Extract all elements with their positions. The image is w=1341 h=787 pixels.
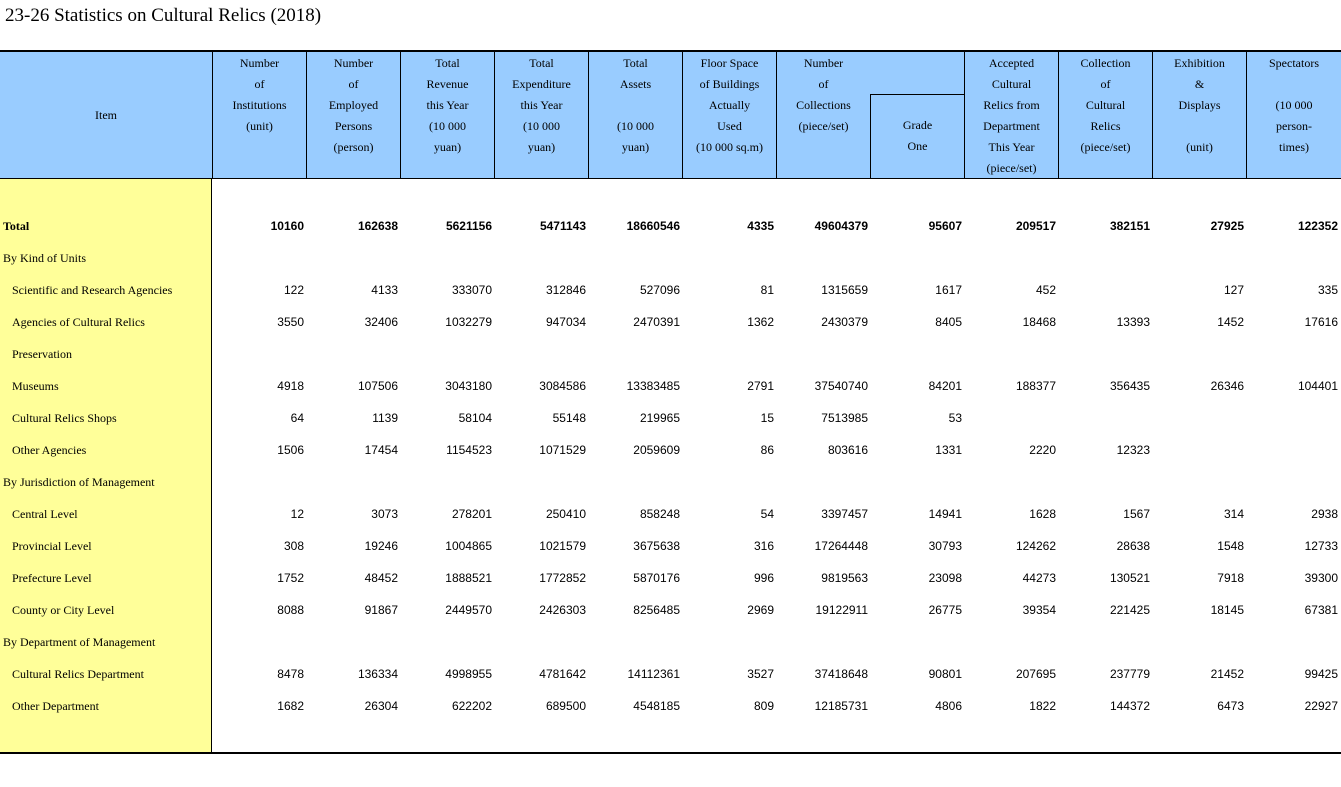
column-header-line: Cultural [991, 77, 1032, 91]
table-row [0, 274, 1341, 306]
table-cell: 58104 [458, 411, 492, 425]
table-cell: 382151 [1109, 219, 1150, 233]
column-header-line: Relics from [983, 98, 1040, 112]
table-cell: 7513985 [821, 411, 868, 425]
column-header-line: Revenue [426, 77, 469, 91]
table-cell: 4335 [747, 219, 774, 233]
column-header-line: Exhibition [1174, 56, 1225, 70]
table-cell: 44273 [1022, 571, 1056, 585]
row-label: Provincial Level [12, 539, 92, 553]
table-cell [1246, 434, 1338, 466]
table-cell [964, 402, 1056, 434]
column-header-line: Expenditure [512, 77, 571, 91]
table-cell [1246, 466, 1338, 498]
column-header-line [1153, 116, 1246, 137]
column-header-line: Total [623, 56, 648, 70]
table-cell: 21452 [1210, 667, 1244, 681]
column-header-9 [964, 52, 1058, 178]
table-cell: 18468 [1022, 315, 1056, 329]
table-cell: 12185731 [814, 699, 868, 713]
column-header-line [1247, 74, 1341, 95]
row-label: Other Department [12, 699, 99, 713]
table-cell [588, 242, 680, 274]
column-header-1 [212, 52, 306, 178]
table-cell [1058, 466, 1150, 498]
table-cell: 8405 [935, 315, 962, 329]
column-header-line: Employed [328, 98, 379, 112]
column-header-line: Number [333, 56, 374, 70]
table-cell [400, 242, 492, 274]
table-cell: 127 [1223, 283, 1244, 297]
table-cell: 219965 [639, 411, 680, 425]
table-cell: 32406 [364, 315, 398, 329]
table-cell: 39300 [1304, 571, 1338, 585]
column-header-line: (unit) [246, 119, 273, 133]
table-cell [776, 242, 868, 274]
table-cell [682, 466, 774, 498]
table-cell: 1822 [1029, 699, 1056, 713]
table-row [0, 498, 1341, 530]
table-cell: 3043180 [445, 379, 492, 393]
table-cell: 95607 [928, 219, 962, 233]
row-label: Museums [12, 379, 59, 393]
row-label: Central Level [12, 507, 78, 521]
row-label: Scientific and Research Agencies [12, 283, 173, 297]
column-header-line: Grade [902, 118, 933, 132]
column-header-line: Total [529, 56, 554, 70]
table-cell [1246, 242, 1338, 274]
table-cell: 689500 [545, 699, 586, 713]
table-cell [964, 626, 1056, 658]
table-cell: 39354 [1022, 603, 1056, 617]
table-cell: 37540740 [814, 379, 868, 393]
table-cell: 947034 [545, 315, 586, 329]
column-header-11 [1152, 52, 1246, 178]
table-cell [776, 338, 868, 370]
row-label: By Jurisdiction of Management [3, 475, 155, 489]
column-header-line: (10 000 sq.m) [696, 140, 763, 154]
table-row [0, 530, 1341, 562]
table-cell: 4781642 [539, 667, 586, 681]
table-cell: 452 [1035, 283, 1056, 297]
table-cell: 17264448 [814, 539, 868, 553]
table-cell: 27925 [1210, 219, 1244, 233]
table-cell: 3084586 [539, 379, 586, 393]
table-cell: 237779 [1109, 667, 1150, 681]
column-header-line: (piece/set) [986, 161, 1037, 175]
column-header-3 [400, 52, 494, 178]
table-cell: 13393 [1116, 315, 1150, 329]
table-cell: 4548185 [633, 699, 680, 713]
column-header-6 [682, 52, 776, 178]
table-cell [306, 626, 398, 658]
table-cell [1246, 402, 1338, 434]
column-header-line: Total [435, 56, 460, 70]
table-row [0, 402, 1341, 434]
column-header-line: this Year [426, 98, 469, 112]
column-header-line: Floor Space [700, 56, 759, 70]
grade-one-divider [870, 94, 964, 95]
row-label: Other Agencies [12, 443, 87, 457]
table-cell [682, 338, 774, 370]
column-header-grade-one [870, 95, 964, 178]
table-cell: 2969 [747, 603, 774, 617]
table-cell: 3397457 [821, 507, 868, 521]
table-cell: 13383485 [626, 379, 680, 393]
table-cell: 2470391 [633, 315, 680, 329]
column-header-line: of [1100, 77, 1111, 91]
table-cell [212, 466, 304, 498]
table-cell: 1506 [277, 443, 304, 457]
column-header-5 [588, 52, 682, 178]
table-cell [306, 338, 398, 370]
table-cell: 19246 [364, 539, 398, 553]
table-cell: 64 [290, 411, 304, 425]
table-cell: 22927 [1304, 699, 1338, 713]
table-cell: 803616 [827, 443, 868, 457]
column-header-line: yuan) [621, 140, 650, 154]
table-cell [682, 626, 774, 658]
table-cell [1152, 466, 1244, 498]
table-cell: 314 [1223, 507, 1244, 521]
table-cell: 335 [1317, 283, 1338, 297]
table-cell [682, 242, 774, 274]
table-cell: 124262 [1015, 539, 1056, 553]
column-header-12 [1246, 52, 1341, 178]
table-cell [1058, 338, 1150, 370]
table-cell: 55148 [552, 411, 586, 425]
table-cell: 250410 [545, 507, 586, 521]
table-cell: 3073 [371, 507, 398, 521]
table-cell [776, 626, 868, 658]
table-cell [212, 626, 304, 658]
table-cell: 54 [760, 507, 774, 521]
table-cell [588, 626, 680, 658]
table-cell: 122352 [1297, 219, 1338, 233]
table-cell: 17616 [1304, 315, 1338, 329]
table-cell: 81 [760, 283, 774, 297]
column-header-line: One [907, 139, 928, 153]
table-cell [212, 242, 304, 274]
column-header-line: Number [239, 56, 280, 70]
column-header-line: (person) [333, 140, 374, 154]
table-cell: 4133 [371, 283, 398, 297]
table-cell: 19122911 [815, 603, 868, 617]
table-cell: 1628 [1029, 507, 1056, 521]
table-cell [1058, 242, 1150, 274]
table-cell: 996 [753, 571, 774, 585]
column-header-line: of Buildings [699, 77, 760, 91]
table-cell: 809 [753, 699, 774, 713]
column-header-4 [494, 52, 588, 178]
column-header-7 [776, 52, 870, 178]
table-cell: 1617 [935, 283, 962, 297]
table-row [0, 242, 1341, 274]
table-cell: 107506 [357, 379, 398, 393]
column-header-line: of [254, 77, 265, 91]
column-header-line: this Year [520, 98, 563, 112]
table-cell [306, 466, 398, 498]
table-cell [306, 242, 398, 274]
table-cell [494, 338, 586, 370]
table-cell: 99425 [1304, 667, 1338, 681]
table-cell [400, 466, 492, 498]
table-cell: 2791 [747, 379, 774, 393]
table-cell [964, 466, 1056, 498]
table-cell: 2220 [1029, 443, 1056, 457]
column-header-line: (10 000 [429, 119, 466, 133]
table-cell: 2938 [1311, 507, 1338, 521]
table-cell: 4806 [935, 699, 962, 713]
row-label: Preservation [12, 347, 72, 361]
table-cell: 67381 [1304, 603, 1338, 617]
table-cell: 122 [283, 283, 304, 297]
table-cell: 10160 [270, 219, 304, 233]
table-cell [400, 626, 492, 658]
table-row [0, 658, 1341, 690]
table-cell: 308 [283, 539, 304, 553]
column-header-line: (piece/set) [798, 119, 849, 133]
table-cell: 312846 [545, 283, 586, 297]
table-cell [1152, 402, 1244, 434]
table-cell: 2059609 [633, 443, 680, 457]
table-cell: 333070 [451, 283, 492, 297]
table-cell [588, 466, 680, 498]
table-cell [1058, 626, 1150, 658]
table-row [0, 210, 1341, 242]
table-cell: 9819563 [821, 571, 868, 585]
row-label: By Kind of Units [3, 251, 87, 265]
table-cell: 858248 [639, 507, 680, 521]
table-cell: 26304 [364, 699, 398, 713]
column-header-line: of [818, 77, 829, 91]
table-cell [1058, 402, 1150, 434]
table-cell: 1032279 [445, 315, 492, 329]
table-row [0, 690, 1341, 722]
table-cell: 28638 [1116, 539, 1150, 553]
table-cell: 8088 [277, 603, 304, 617]
table-cell [964, 242, 1056, 274]
table-cell: 18660546 [626, 219, 680, 233]
table-cell [776, 466, 868, 498]
table-cell: 1004865 [445, 539, 492, 553]
column-header-line: Number [803, 56, 844, 70]
table-cell: 136334 [357, 667, 398, 681]
table-cell: 1331 [935, 443, 962, 457]
table-cell: 316 [753, 539, 774, 553]
table-cell: 2430379 [821, 315, 868, 329]
table-cell: 84201 [928, 379, 962, 393]
table-cell: 4918 [277, 379, 304, 393]
table-row [0, 370, 1341, 402]
table-cell [588, 338, 680, 370]
table-cell: 6473 [1217, 699, 1244, 713]
table-cell: 53 [948, 411, 962, 425]
table-cell: 278201 [451, 507, 492, 521]
table-cell [1152, 338, 1244, 370]
table-cell: 1315659 [821, 283, 868, 297]
table-cell: 162638 [357, 219, 398, 233]
bottom-rule [0, 752, 1341, 754]
column-header-line: Relics [1090, 119, 1121, 133]
table-cell: 3675638 [633, 539, 680, 553]
column-header-line: times) [1279, 140, 1309, 154]
column-header-line: yuan) [433, 140, 462, 154]
column-header-10 [1058, 52, 1152, 178]
table-cell: 1139 [372, 411, 398, 425]
column-header-line: (10 000 [617, 119, 654, 133]
table-cell: 37418648 [814, 667, 868, 681]
column-header-line: of [348, 77, 359, 91]
table-cell: 1888521 [445, 571, 492, 585]
table-cell: 17454 [364, 443, 398, 457]
table-cell: 2426303 [539, 603, 586, 617]
column-header-line: (10 000 [523, 119, 560, 133]
table-cell: 15 [760, 411, 774, 425]
table-cell: 188377 [1015, 379, 1056, 393]
table-cell: 1752 [277, 571, 304, 585]
table-cell: 12323 [1116, 443, 1150, 457]
table-cell [1246, 338, 1338, 370]
table-cell: 3550 [277, 315, 304, 329]
column-header-line [589, 95, 682, 116]
table-cell: 622202 [451, 699, 492, 713]
table-row [0, 306, 1341, 338]
table-cell: 5621156 [445, 219, 492, 233]
column-header-line: This Year [988, 140, 1035, 154]
row-label: Cultural Relics Department [12, 667, 144, 681]
table-row [0, 562, 1341, 594]
column-header-2 [306, 52, 400, 178]
table-cell: 144372 [1109, 699, 1150, 713]
table-cell [1152, 434, 1244, 466]
column-header-line: Collection [1080, 56, 1131, 70]
column-header-line: Accepted [988, 56, 1035, 70]
table-cell: 1567 [1123, 507, 1150, 521]
table-cell: 1548 [1217, 539, 1244, 553]
table-cell [1152, 242, 1244, 274]
column-header-line: person- [1276, 119, 1312, 133]
column-header-line: Assets [619, 77, 652, 91]
table-cell: 5471143 [539, 219, 586, 233]
table-cell: 90801 [928, 667, 962, 681]
table-cell: 527096 [639, 283, 680, 297]
column-header-line: (10 000 [1275, 98, 1313, 112]
column-header-line: & [1194, 77, 1205, 91]
table-row [0, 466, 1341, 498]
table-cell: 207695 [1015, 667, 1056, 681]
table-cell: 86 [760, 443, 774, 457]
row-label: Prefecture Level [12, 571, 92, 585]
row-label: Cultural Relics Shops [12, 411, 117, 425]
column-header-line: yuan) [527, 140, 556, 154]
row-label: Total [3, 219, 30, 233]
table-cell: 104401 [1297, 379, 1338, 393]
table-cell: 209517 [1015, 219, 1056, 233]
column-header-line: (unit) [1186, 140, 1213, 154]
table-cell [400, 338, 492, 370]
table-cell: 130521 [1109, 571, 1150, 585]
table-cell: 356435 [1109, 379, 1150, 393]
column-header-line: Actually [708, 98, 751, 112]
table-cell [870, 466, 962, 498]
table-cell [212, 338, 304, 370]
table-cell: 12733 [1304, 539, 1338, 553]
table-cell [494, 466, 586, 498]
column-header-line: (piece/set) [1080, 140, 1131, 154]
column-header-line: Displays [1178, 98, 1221, 112]
table-cell: 30793 [928, 539, 962, 553]
column-header-line: Collections [796, 98, 851, 112]
table-cell: 1772852 [539, 571, 586, 585]
table-cell: 1071529 [539, 443, 586, 457]
column-header-line: Cultural [1085, 98, 1126, 112]
table-cell: 1154523 [446, 443, 492, 457]
table-cell: 26775 [928, 603, 962, 617]
table-cell: 2449570 [445, 603, 492, 617]
table-cell: 5870176 [633, 571, 680, 585]
column-header-line: Spectators [1269, 56, 1319, 70]
table-cell [494, 242, 586, 274]
table-cell: 3527 [747, 667, 774, 681]
table-cell: 23098 [928, 571, 962, 585]
row-label: Agencies of Cultural Relics [12, 315, 145, 329]
table-cell: 1362 [747, 315, 774, 329]
table-cell: 91867 [364, 603, 398, 617]
column-header-line: Department [983, 119, 1040, 133]
page-title: 23-26 Statistics on Cultural Relics (2018) [5, 5, 322, 26]
table-row [0, 434, 1341, 466]
table-cell: 48452 [364, 571, 398, 585]
table-cell: 8478 [277, 667, 304, 681]
table-cell [870, 338, 962, 370]
row-label: By Department of Management [3, 635, 156, 649]
table-cell: 18145 [1210, 603, 1244, 617]
column-header-line: Persons [334, 119, 373, 133]
table-cell: 1021579 [539, 539, 586, 553]
table-cell [870, 626, 962, 658]
table-cell: 221425 [1109, 603, 1150, 617]
table-cell: 8256485 [633, 603, 680, 617]
table-cell: 14112361 [627, 667, 680, 681]
column-header-line: Used [717, 119, 742, 133]
table-cell: 49604379 [814, 219, 868, 233]
table-cell [1058, 274, 1150, 306]
table-cell: 1682 [277, 699, 304, 713]
table-cell: 4998955 [445, 667, 492, 681]
column-header-line: Institutions [232, 98, 287, 112]
table-cell [1246, 626, 1338, 658]
table-cell [964, 338, 1056, 370]
table-row [0, 594, 1341, 626]
table-cell: 7918 [1217, 571, 1244, 585]
table-cell: 1452 [1217, 315, 1244, 329]
table-cell [494, 626, 586, 658]
table-cell: 12 [290, 507, 304, 521]
table-cell: 14941 [928, 507, 962, 521]
table-cell [1152, 626, 1244, 658]
table-row [0, 626, 1341, 658]
table-cell [870, 242, 962, 274]
item-column-header: Item [95, 107, 117, 122]
table-row [0, 338, 1341, 370]
row-label: County or City Level [12, 603, 115, 617]
table-cell: 26346 [1210, 379, 1244, 393]
